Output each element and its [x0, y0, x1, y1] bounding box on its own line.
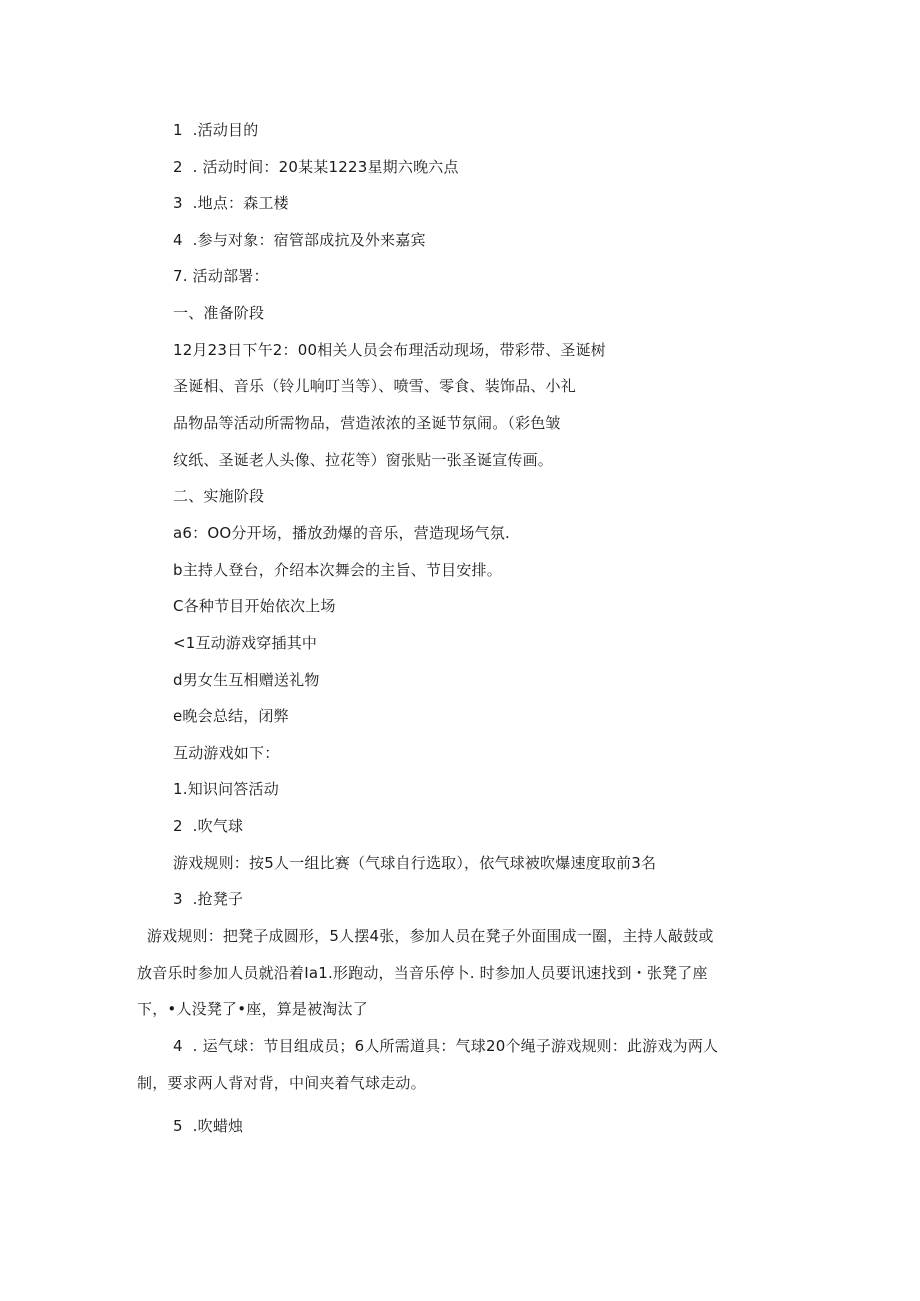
paragraph-preparation-line: 12月23日下午2：00相关人员会布理活动现场，带彩带、圣诞树 [173, 341, 607, 359]
game-chairs-rules-line: 下，•人没凳了•座，算是被淘汰了 [137, 1000, 368, 1018]
step-b: b主持人登台，介绍本次舞会的主旨、节目安排。 [173, 561, 502, 579]
heading-preparation-stage: 一、准备阶段 [173, 304, 265, 322]
game-candles: 5 .吹蜡烛 [173, 1117, 244, 1135]
step-e: e晚会总结，闭弊 [173, 707, 289, 725]
step-c: C各种节目开始依次上场 [173, 597, 336, 615]
game-chairs-rules-line: 放音乐时参加人员就沿着Ia1.形跑动，当音乐停卜. 时参加人员要讯速找到・张凳了座 [137, 964, 708, 982]
game-quiz: 1.知识问答活动 [173, 780, 279, 798]
item-activity-time: 2 . 活动时间：20某某1223星期六晚六点 [173, 158, 459, 176]
heading-games: 互动游戏如下： [173, 744, 280, 762]
heading-activity-purpose: 1 .活动目的 [173, 121, 259, 139]
item-participants: 4 .参与对象：宿管部成抗及外来嘉宾 [173, 231, 426, 249]
heading-implementation-stage: 二、实施阶段 [173, 487, 265, 505]
game-balloon: 2 .吹气球 [173, 817, 244, 835]
step-d: d男女生互相赠送礼物 [173, 671, 320, 689]
paragraph-preparation-line: 圣诞相、音乐（铃儿响叮当等）、喷雪、零食、装饰品、小礼 [173, 377, 576, 395]
item-location: 3 .地点：森工楼 [173, 194, 289, 212]
paragraph-preparation-line: 纹纸、圣诞老人头像、拉花等）窗张贴一张圣诞宣传画。 [173, 451, 554, 469]
game-chairs-rules-line: 游戏规则：把凳子成圆形，5人摆4张，参加人员在凳子外面围成一圈，主持人敲鼓或 [137, 927, 714, 945]
heading-activity-plan: 7. 活动部署： [173, 267, 269, 285]
paragraph-preparation-line: 品物品等活动所需物品，营造浓浓的圣诞节氛闹。（彩色皱 [173, 414, 561, 432]
step-a: a6：OO分开场，播放劲爆的音乐，营造现场气氛. [173, 524, 510, 542]
step-c1: <1互动游戏穿插其中 [173, 634, 318, 652]
game-balloon-rules: 游戏规则：按5人一组比赛（气球自行选取），依气球被吹爆速度取前3名 [173, 854, 657, 872]
game-carry-balloon: 4 . 运气球：节目组成员；6人所需道具：气球20个绳子游戏规则：此游戏为两人 [173, 1037, 719, 1055]
game-chairs: 3 .抢凳子 [173, 890, 244, 908]
game-carry-balloon-rules: 制，要求两人背对背，中间夹着气球走动。 [137, 1074, 426, 1092]
